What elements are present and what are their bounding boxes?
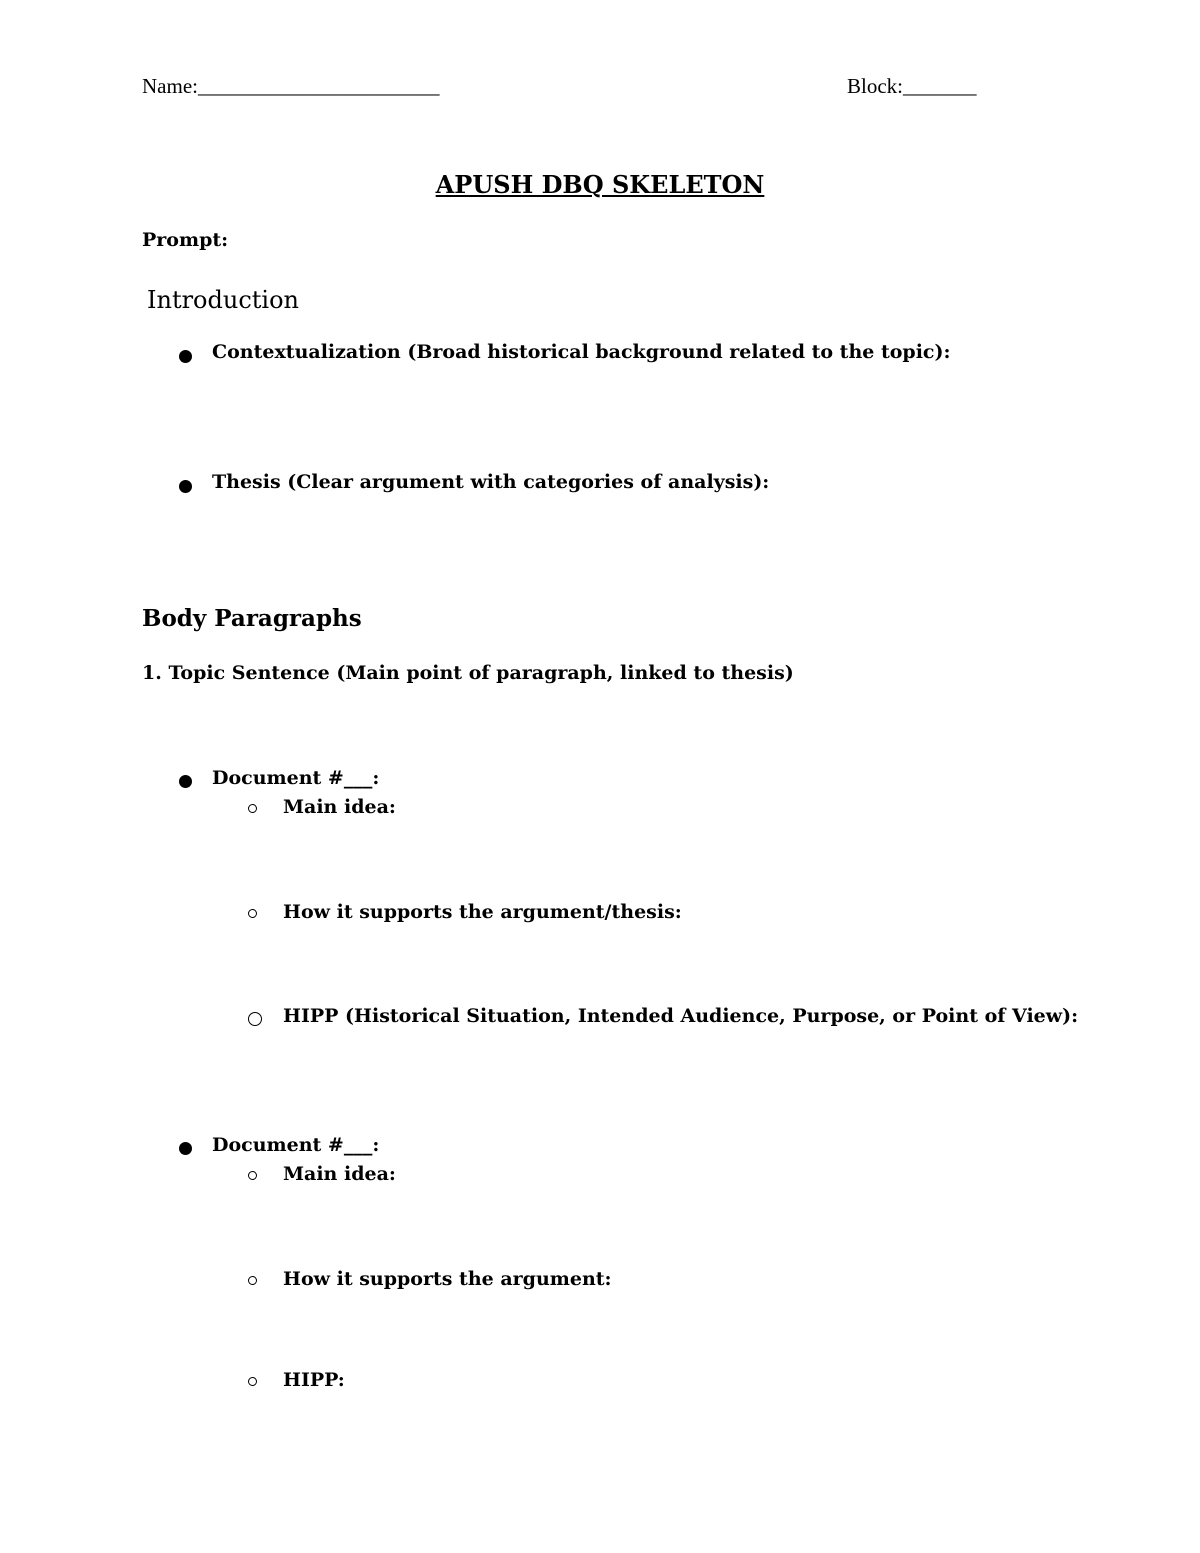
document-label: Document #___: (212, 1134, 380, 1156)
supports-item: How it supports the argument/thesis: (283, 901, 682, 923)
bullet-disc-icon (179, 480, 192, 493)
prompt-label: Prompt: (142, 229, 229, 251)
hipp-item: HIPP (Historical Situation, Intended Audience, Purpose, or Point of View): (283, 1005, 1079, 1027)
document-label: Document #___: (212, 767, 380, 789)
body-paragraphs-heading: Body Paragraphs (142, 605, 362, 632)
bullet-circle-icon (248, 1377, 257, 1386)
page-title: APUSH DBQ SKELETON (435, 170, 765, 199)
introduction-heading: Introduction (147, 286, 299, 314)
bullet-disc-icon (179, 1142, 192, 1155)
bullet-circle-icon (248, 1171, 257, 1180)
name-field[interactable]: Name:_______________________ (142, 74, 440, 98)
block-field[interactable]: Block:_______ (847, 74, 977, 98)
contextualization-item: Contextualization (Broad historical background related to the topic): (212, 341, 951, 363)
bullet-circle-icon (248, 1276, 257, 1285)
thesis-item: Thesis (Clear argument with categories of analysis): (212, 471, 770, 493)
bullet-circle-icon (248, 804, 257, 813)
bullet-disc-icon (179, 775, 192, 788)
supports-item: How it supports the argument: (283, 1268, 612, 1290)
topic-sentence: 1. Topic Sentence (Main point of paragraph, linked to thesis) (142, 662, 794, 684)
main-idea-item: Main idea: (283, 1163, 396, 1185)
hipp-item: HIPP: (283, 1369, 345, 1391)
main-idea-item: Main idea: (283, 796, 396, 818)
bullet-circle-icon (248, 909, 257, 918)
bullet-disc-icon (179, 350, 192, 363)
bullet-circle-icon (248, 1012, 262, 1026)
